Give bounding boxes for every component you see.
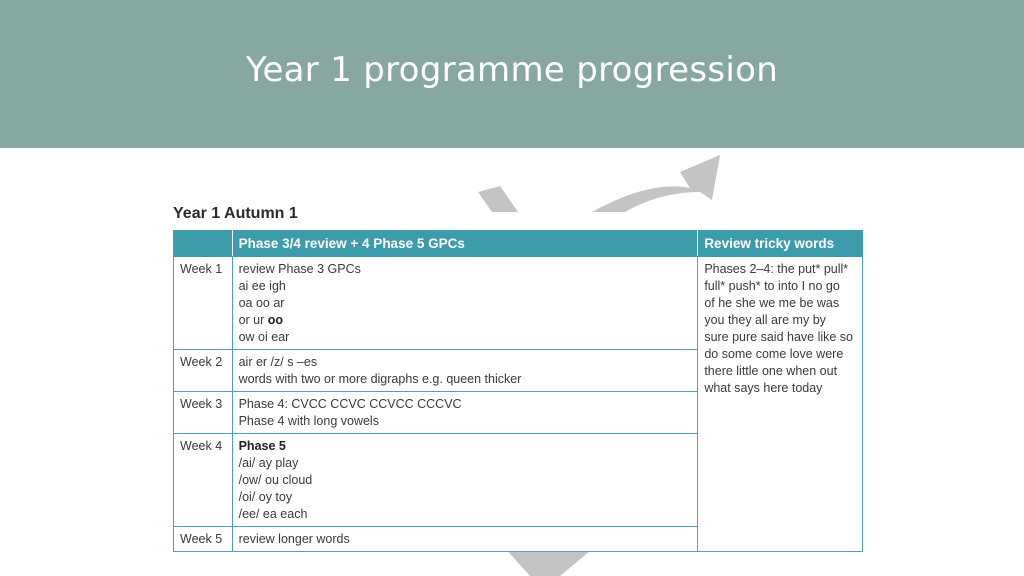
content-line: ai ee igh — [238, 279, 286, 293]
header-tricky-words: Review tricky words — [698, 231, 863, 257]
tricky-line: you they all are my by — [704, 313, 826, 327]
tricky-line: what says here today — [704, 381, 823, 395]
tricky-line: sure pure said have like so — [704, 330, 854, 344]
content-bold: oo — [267, 313, 284, 327]
arrow-top-right — [592, 155, 720, 212]
content-line: review longer words — [238, 532, 350, 546]
week-label: Week 5 — [174, 527, 233, 552]
content-line: /oi/ oy toy — [238, 490, 293, 504]
content-line — [239, 312, 692, 329]
content-line: Phase 4: CVCC CCVC CCVCC CCCVC — [238, 397, 462, 411]
phonics-plan-table — [173, 230, 863, 552]
table-row — [174, 257, 863, 350]
content-line: /ee/ ea each — [238, 507, 308, 521]
content-bold-line: Phase 5 — [238, 439, 286, 453]
arrow-top-left — [478, 186, 518, 212]
content-line: air er /z/ s –es — [238, 355, 318, 369]
header-content: Phase 3/4 review + 4 Phase 5 GPCs — [232, 231, 698, 257]
week-label: Week 2 — [174, 350, 233, 392]
week-content — [232, 350, 698, 392]
content-line: Phase 4 with long vowels — [238, 414, 379, 428]
week-content — [232, 257, 698, 350]
tricky-line: do some come love were — [704, 347, 844, 361]
tricky-line: Phases 2–4: the put* pull* — [704, 262, 849, 276]
content-line: /ai/ ay play — [238, 456, 299, 470]
week-label: Week 4 — [174, 434, 233, 527]
tricky-line: full* push* to into I no go — [704, 279, 840, 293]
section-heading: Year 1 Autumn 1 — [173, 205, 298, 222]
content-line: /ow/ ou cloud — [238, 473, 313, 487]
content-line: ow oi ear — [238, 330, 290, 344]
week-label: Week 3 — [174, 392, 233, 434]
tricky-line: there little one when out — [704, 364, 838, 378]
content-line: words with two or more digraphs e.g. queen thicker — [238, 372, 522, 386]
content-line: oa oo ar — [238, 296, 285, 310]
week-content — [232, 527, 698, 552]
week-content — [232, 392, 698, 434]
table-header-row — [174, 231, 863, 257]
week-content — [232, 434, 698, 527]
week-label: Week 1 — [174, 257, 233, 350]
tricky-line: of he she we me be was — [704, 296, 840, 310]
content-text: or ur — [238, 313, 265, 327]
header-week — [174, 231, 233, 257]
tricky-words-cell — [698, 257, 863, 552]
content-line: review Phase 3 GPCs — [238, 262, 361, 276]
slide-title: Year 1 programme progression — [245, 50, 779, 90]
